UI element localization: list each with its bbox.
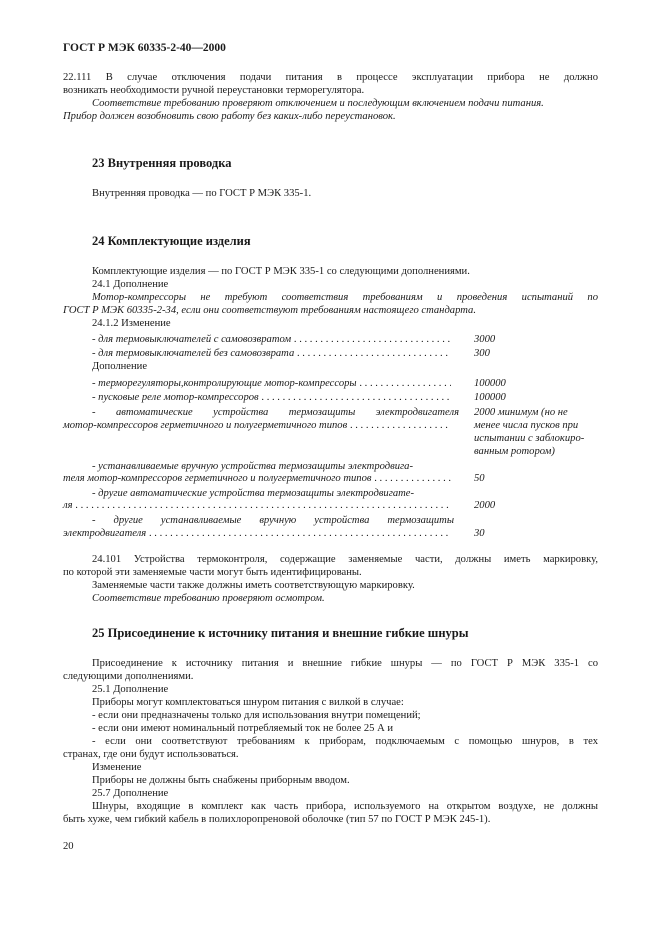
table-row-8-line2: электродвигателя . . . [63, 528, 454, 540]
clause-24-1-text-1: Мотор-компрессоры не требуют соответствия требованиям и проведения испытаний по [92, 292, 598, 303]
clause-22-111-line2: возникать необходимости ручной переустановки терморегулятора. [63, 85, 365, 96]
table-row-4-value: 100000 [474, 392, 506, 403]
table-row-2-value: 300 [474, 348, 490, 359]
clause-24-101-line3: Заменяемые части также должны иметь соответствующую маркировку. [92, 580, 415, 591]
table-row-5-line1: - автоматические устройства термозащиты электродвигателя [92, 407, 459, 418]
table-row-2: - для термовыключателей без самовозврата . . . [92, 348, 454, 360]
clause-25-7: 25.7 Дополнение [92, 788, 169, 799]
clause-24-1: 24.1 Дополнение [92, 279, 169, 290]
table-row-7-line1: - другие автоматические устройства термозащиты электродвигате- [92, 488, 415, 499]
clause-22-111-compliance-2: Прибор должен возобновить свою работу без каких-либо переустановок. [63, 111, 396, 122]
section-25-line5: - если они имеют номинальный потребляемый ток не более 25 А и [92, 723, 394, 734]
table-row-8-value: 30 [474, 528, 485, 539]
table-row-7-line2: ля . . . [63, 500, 454, 512]
section-25-line3: Приборы могут комплектоваться шнуром питания с вилкой в случае: [92, 697, 404, 708]
section-25-line9: Шнуры, входящие в комплект как часть прибора, используемого на открытом воздухе, не должны [92, 801, 598, 812]
table-row-6-line2: теля мотор-компрессоров герметичного и полугерметичного типов . . . [63, 473, 454, 485]
table-row-5-value-3: испытании с заблокиро- [474, 433, 585, 444]
section-25-change: Изменение [92, 762, 142, 773]
section-24-title: 24 Комплектующие изделия [92, 234, 251, 248]
table-row-1: - для термовыключателей с самовозвратом . . . [92, 334, 454, 346]
table-row-6-line1: - устанавливаемые вручную устройства термозащиты электродвига- [92, 461, 413, 472]
section-25-line1: Присоединение к источнику питания и внешние гибкие шнуры — по ГОСТ Р МЭК 335-1 со [92, 658, 598, 669]
table-row-7-value: 2000 [474, 500, 496, 511]
clause-25-1: 25.1 Дополнение [92, 684, 169, 695]
section-23-title: 23 Внутренняя проводка [92, 156, 232, 170]
section-25-title: 25 Присоединение к источнику питания и внешние гибкие шнуры [92, 626, 469, 640]
section-25-line7: странах, где они будут использоваться. [63, 749, 239, 760]
clause-22-111-compliance: Соответствие требованию проверяют отключением и последующим включением подачи питания. [92, 98, 544, 109]
clause-24-101-line2: по которой эти заменяемые части могут быть идентифицированы. [63, 567, 362, 578]
section-25-line4: - если они предназначены только для использования внутри помещений; [92, 710, 421, 721]
table-row-8-line1: - другие устанавливаемые вручную устройства термозащиты [92, 515, 454, 526]
running-header: ГОСТ Р МЭК 60335-2-40—2000 [63, 42, 226, 54]
table-row-5-value-2: менее числа пусков при [474, 420, 579, 431]
addition-label: Дополнение [92, 361, 148, 372]
clause-24-101-compliance: Соответствие требованию проверяют осмотром. [92, 593, 325, 604]
table-row-5-value-1: 2000 минимум (но не [474, 407, 568, 418]
table-row-5-line2: мотор-компрессоров герметичного и полугерметичного типов . . . [63, 420, 454, 432]
section-25-line6: - если они соответствуют требованиям к приборам, подключаемым с помощью шнуров, в тех [92, 736, 598, 747]
table-row-4: - пусковые реле мотор-компрессоров . . . [92, 392, 454, 404]
page-number: 20 [63, 841, 74, 852]
clause-22-111-line1: 22.111 В случае отключения подачи питания в процессе эксплуатации прибора не должно [63, 72, 598, 83]
section-23-text: Внутренняя проводка — по ГОСТ Р МЭК 335-1. [92, 188, 312, 199]
section-25-line2: следующими дополнениями. [63, 671, 194, 682]
section-24-intro: Комплектующие изделия — по ГОСТ Р МЭК 335-1 со следующими дополнениями. [92, 266, 470, 277]
clause-24-101-line1: 24.101 Устройства термоконтроля, содержащие заменяемые части, должны иметь маркировку, [92, 554, 598, 565]
table-row-3: - терморегуляторы,контролирующие мотор-компрессоры . . . [92, 378, 454, 390]
table-row-1-value: 3000 [474, 334, 496, 345]
section-25-line10: быть хуже, чем гибкий кабель в полихлоропреновой оболочке (тип 57 по ГОСТ Р МЭК 245-1). [63, 814, 491, 825]
table-row-3-value: 100000 [474, 378, 506, 389]
clause-24-1-text-2: ГОСТ Р МЭК 60335-2-34, если они соответствуют требованиям настоящего стандарта. [63, 305, 476, 316]
table-row-5-value-4: ванным ротором) [474, 446, 555, 457]
clause-24-1-2: 24.1.2 Изменение [92, 318, 171, 329]
section-25-line8: Приборы не должны быть снабжены приборным вводом. [92, 775, 350, 786]
table-row-6-value: 50 [474, 473, 485, 484]
